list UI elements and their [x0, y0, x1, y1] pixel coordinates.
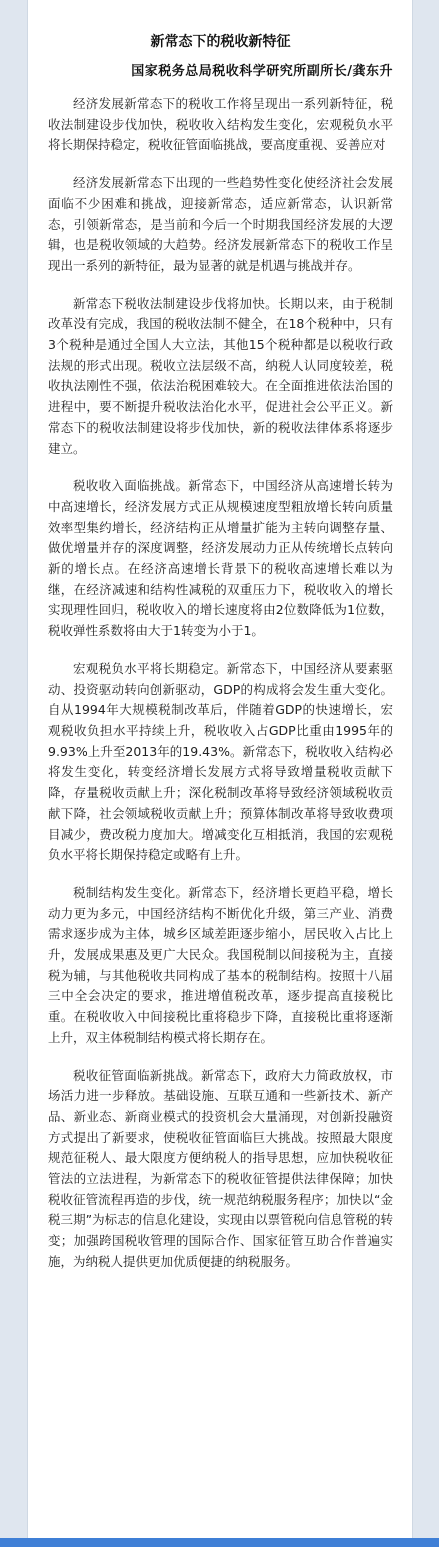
bottom-accent-bar [0, 1538, 439, 1547]
article-author: 国家税务总局税收科学研究所副所长/龚东升 [131, 64, 393, 79]
article-paragraph: 经济发展新常态下的税收工作将呈现出一系列新特征，税收法制建设步伐加快，税收收入结构发生变化，宏观税负水平将长期保持稳定，税收征管面临挑战，要高度重视、妥善应对 [48, 96, 393, 153]
article-paragraph: 经济发展新常态下出现的一些趋势性变化使经济社会发展面临不少困难和挑战，迎接新常态，适应新常态，认识新常态，引领新常态，是当前和今后一个时期我国经济发展的大逻辑，也是税收领域的大趋势。经济发展新常态下的税收工作呈现出一系列的新特征，最为显著的就是机遇与挑战并存。 [48, 175, 393, 273]
article-paragraph: 税收征管面临新挑战。新常态下，政府大力简政放权，市场活力进一步释放。基础设施、互联互通和一些新技术、新产品、新业态、新商业模式的投资机会大量涌现，对创新投融资方式提出了新要求，使税收征管面临巨大挑战。按照最大限度规范征税人、最大限度方便纳税人的指导思想，应加快税收征管法的立法进程，为新常态下的税收征管提供法律保障；加快税收征管流程再造的步伐，统一规范纳税服务程序；加快以“金税三期”为标志的信息化建设，实现由以票管税向信息管税的转变；加强跨国税收管理的国际合作、国家征管互助合作普遍实施，为纳税人提供更加优质便捷的纳税服务。 [48, 1067, 393, 1269]
article-card [27, 0, 413, 1538]
article-paragraph: 税制结构发生变化。新常态下，经济增长更趋平稳，增长动力更为多元，中国经济结构不断优化升级，第三产业、消费需求逐步成为主体，城乡区域差距逐步缩小，居民收入占比上升，发展成果惠及更广大民众。我国税制以间接税为主，直接税为辅，与其他税收共同构成了基本的税制结构。按照十八届三中全会决定的要求，推进增值税改革，逐步提高直接税比重。在税收收入中间接税比重将稳步下降，直接税比重将逐渐上升，双主体税制结构模式将长期存在。 [48, 884, 393, 1045]
article-paragraph: 新常态下税收法制建设步伐将加快。长期以来，由于税制改革没有完成，我国的税收法制不健全，在18个税种中，只有3个税种是通过全国人大立法，其他15个税种都是以税收行政法规的形式出现。税收立法层级不高，纳税人认同度较差，税收执法刚性不强，依法治税困难较大。在全面推进依法治国的进程中，要不断提升税收法治化水平，促进社会公平正义。新常态下的税收法制建设将步伐加快，新的税收法律体系将逐步建立。 [48, 295, 393, 456]
article-paragraph: 税收收入面临挑战。新常态下，中国经济从高速增长转为中高速增长，经济发展方式正从规模速度型粗放增长转向质量效率型集约增长，经济结构正从增量扩能为主转向调整存量、做优增量并存的深度调整，经济发展动力正从传统增长点转向新的增长点。在经济高速增长背景下的税收高速增长难以为继，在经济减速和结构性减税的双重压力下，税收收入的增长实现理性回归，税收收入的增长速度将由2位数降低为1位数，税收弹性系数将由大于1转变为小于1。 [48, 478, 393, 639]
article-paragraph: 宏观税负水平将长期稳定。新常态下，中国经济从要素驱动、投资驱动转向创新驱动，GDP的构成将会发生重大变化。自从1994年大规模税制改革后，伴随着GDP的快速增长，宏观税收负担水平持续上升，税收收入占GDP比重由1995年的9.93%上升至2013年的19.43%。新常态下，税收收入结构必将发生变化，转变经济增长发展方式将导致增量税收贡献下降，存量税收贡献上升；深化税制改革将导致经济领域税收贡献下降，社会领域税收贡献上升；预算体制改革将导致收费项目减少，费改税力度加大。增减变化互相抵消，我国的宏观税负水平将长期保持稳定或略有上升。 [48, 660, 393, 863]
article-title: 新常态下的税收新特征 [150, 34, 291, 50]
